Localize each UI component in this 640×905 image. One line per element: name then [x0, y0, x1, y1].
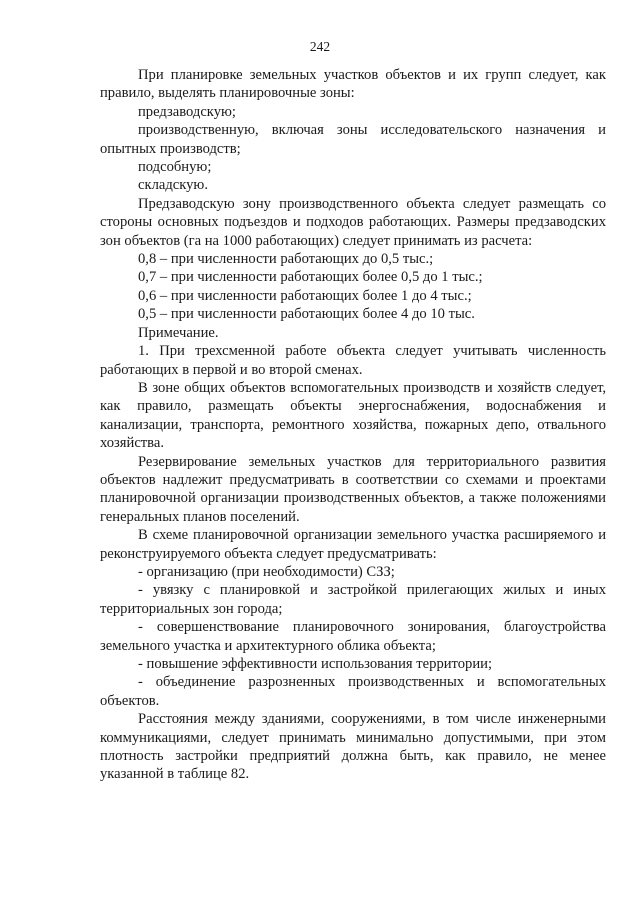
paragraph-scheme-intro: В схеме планировочной организации земельного участка расширяемого и реконструируемого объекта следует предусматривать: — [100, 527, 606, 562]
note-heading: Примечание. — [138, 324, 219, 341]
note-item-1: 1. При трехсменной работе объекта следует учитывать численность работающих в первой и во второй сменах. — [100, 343, 606, 378]
paragraph-distances: Расстояния между зданиями, сооружениями, в том числе инженерными коммуникациями, следует принимать минимально допустимыми, при этом плотность застройки предприятий должна быть, как правило, не менее указанной в таблице 82. — [100, 711, 606, 783]
paragraph-land-reservation: Резервирование земельных участков для территориального развития объектов надлежит предусматривать в соответствии со схемами и проектами планировочной организации производственных объектов, а также положениями генеральных планов поселений. — [100, 453, 606, 525]
list-item-rate-0-6: 0,6 – при численности работающих более 1 до 4 тыс.; — [138, 287, 472, 304]
list-item-zoning: - совершенствование планировочного зонирования, благоустройства земельного участка и архитектурного облика объекта; — [100, 619, 606, 654]
list-item-merging: - объединение разрозненных производственных и вспомогательных объектов. — [100, 674, 606, 709]
list-item-linking: - увязку с планировкой и застройкой прилегающих жилых и иных территориальных зон города; — [100, 582, 606, 617]
list-item-rate-0-7: 0,7 – при численности работающих более 0,5 до 1 тыс.; — [138, 269, 483, 286]
list-item-auxiliary: подсобную; — [138, 159, 212, 176]
page-number: 242 — [309, 39, 331, 54]
body-text — [100, 66, 606, 784]
list-item-szz: - организацию (при необходимости) СЗЗ; — [138, 563, 395, 580]
list-item-rate-0-8: 0,8 – при численности работающих до 0,5 тыс.; — [138, 251, 434, 268]
list-item-efficiency: - повышение эффективности использования территории; — [138, 656, 492, 672]
paragraph-pre-factory-zone: Предзаводскую зону производственного объекта следует размещать со стороны основных подъездов и подходов работающих. Размеры предзаводских зон объектов (га на 1000 работающих) следует принимать из расчета: — [100, 195, 606, 249]
list-item-production: производственную, включая зоны исследовательского назначения и опытных производств; — [100, 122, 606, 157]
list-item-pre-factory: предзаводскую; — [138, 103, 236, 120]
list-item-rate-0-5: 0,5 – при численности работающих более 4 до 10 тыс. — [138, 306, 475, 323]
list-item-storage: складскую. — [138, 177, 208, 194]
paragraph-auxiliary-objects: В зоне общих объектов вспомогательных производств и хозяйств следует, как правило, размещать объекты энергоснабжения, водоснабжения и канализации, транспорта, ремонтного хозяйства, пожарных депо, отвального хозяйства. — [100, 379, 606, 452]
paragraph-planning-zones: При планировке земельных участков объектов и их групп следует, как правило, выделять планировочные зоны: — [100, 67, 606, 102]
